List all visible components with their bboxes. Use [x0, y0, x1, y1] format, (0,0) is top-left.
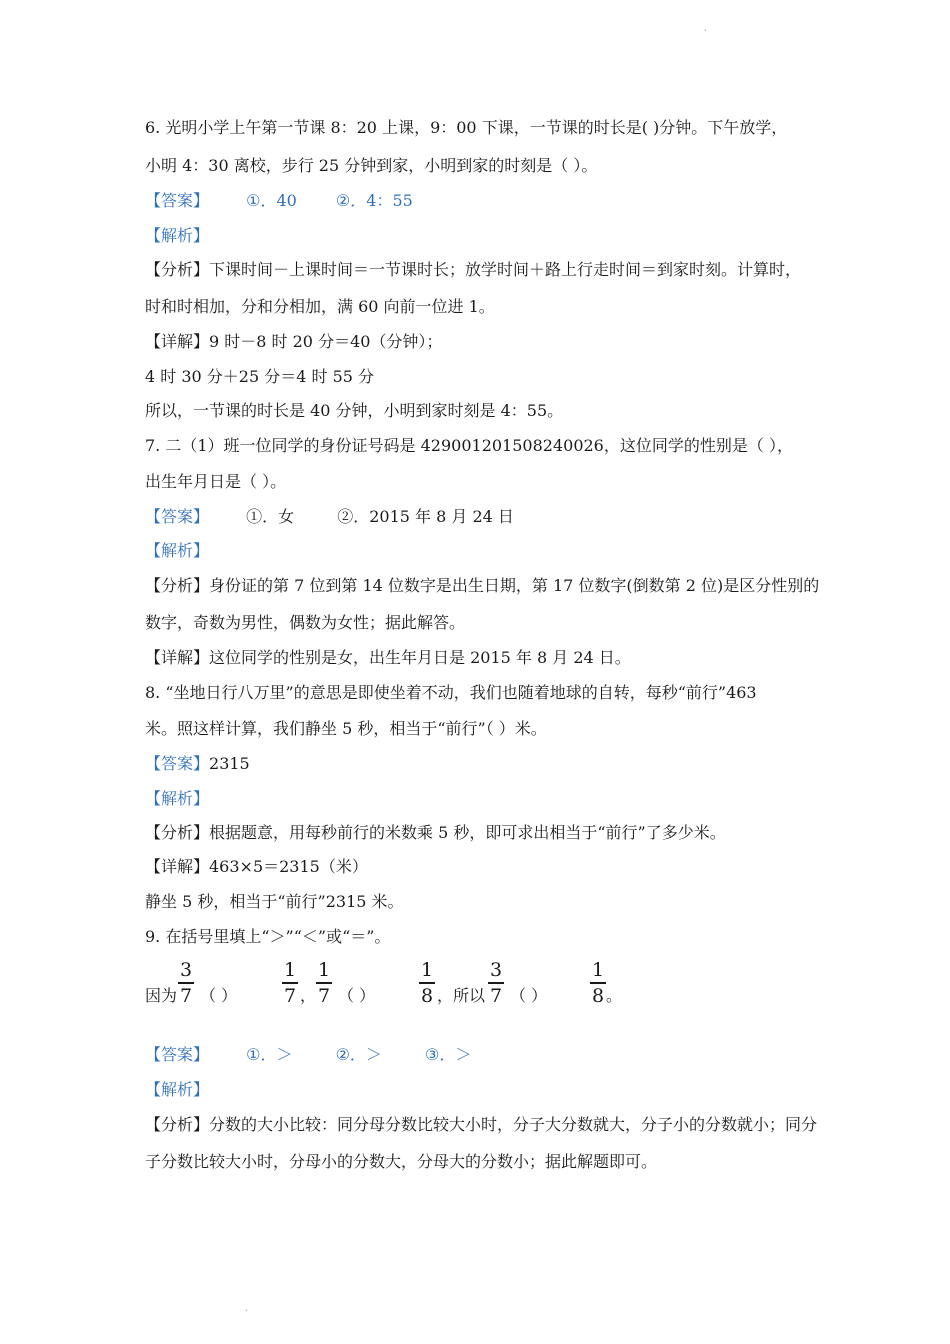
fraction-1-numerator: 3 [179, 959, 193, 981]
q9-jiexi-tag: 【解析】 [145, 1080, 210, 1099]
q9-blank-2: （ ） [338, 986, 376, 1005]
fraction-2 [281, 959, 299, 1007]
fraction-6 [589, 959, 607, 1007]
fraction-3-denominator: 7 [317, 984, 331, 1007]
q7-jiexi-tag: 【解析】 [145, 541, 210, 560]
fraction-4-denominator: 8 [420, 984, 434, 1007]
q9-period: 。 [606, 986, 623, 1005]
fraction-5-numerator: 3 [489, 959, 503, 981]
q6-xiangjie-line3: 所以，一节课的时长是 40 分钟，小明到家时刻是 4：55。 [145, 401, 564, 420]
answer-tag: 【答案】 [145, 191, 210, 210]
q8-answer [145, 754, 250, 774]
page-corner-mark: ˎ [704, 22, 707, 31]
answer-tag: 【答案】 [145, 507, 210, 526]
q9-fenxi-line2: 子分数比较大小时，分母小的分数大，分母大的分数小；据此解题即可。 [145, 1152, 658, 1171]
fraction-6-numerator: 1 [591, 959, 605, 981]
q7-answer-1: ①．女 [246, 507, 295, 526]
q9-comma: ， [300, 986, 317, 1005]
q6-fenxi-line2: 时和时相加，分和分相加，满 60 向前一位进 1。 [145, 297, 495, 316]
fraction-5-bar [488, 982, 504, 984]
q6-xiangjie-line2: 4 时 30 分＋25 分＝4 时 55 分 [145, 367, 375, 386]
q6-stem-line1: 6. 光明小学上午第一节课 8：20 上课，9：00 下课，一节课的时长是( )分钟。下午放学， [145, 118, 788, 137]
fraction-6-denominator: 8 [591, 984, 605, 1007]
q7-xiangjie-line1: 【详解】这位同学的性别是女，出生年月日是 2015 年 8 月 24 日。 [145, 648, 631, 667]
q7-fenxi-line1: 【分析】身份证的第 7 位到第 14 位数字是出生日期，第 17 位数字(倒数第 2 位)是区分性别的 [145, 576, 820, 595]
q6-xiangjie-line1: 【详解】9 时－8 时 20 分＝40（分钟）； [145, 332, 443, 351]
q8-fenxi-line1: 【分析】根据题意，用每秒前行的米数乘 5 秒，即可求出相当于“前行”了多少米。 [145, 823, 726, 842]
q9-suoyi: ，所以 [437, 986, 486, 1005]
fraction-3 [315, 959, 333, 1007]
q8-xiangjie-line1: 【详解】463×5＝2315（米） [145, 857, 368, 876]
q7-stem-line2: 出生年月日是（ ）。 [145, 472, 287, 491]
q9-stem-line1: 9. 在括号里填上“＞”“＜”或“＝”。 [145, 927, 391, 946]
fraction-2-denominator: 7 [283, 984, 297, 1007]
fraction-1-denominator: 7 [179, 984, 193, 1007]
fraction-2-numerator: 1 [283, 959, 297, 981]
fraction-3-bar [316, 982, 332, 984]
q8-stem-line2: 米。照这样计算，我们静坐 5 秒，相当于“前行”（ ）米。 [145, 719, 547, 738]
q8-jiexi-tag: 【解析】 [145, 789, 210, 808]
q9-blank-3: （ ） [510, 986, 548, 1005]
answer-tag: 【答案】 [145, 754, 210, 773]
q7-answer-2: ②．2015 年 8 月 24 日 [337, 507, 514, 526]
fraction-2-bar [282, 982, 298, 984]
fraction-5-denominator: 7 [489, 984, 503, 1007]
q9-answer-1: ①．＞ [246, 1045, 293, 1064]
q7-answer [145, 507, 514, 527]
fraction-4-numerator: 1 [420, 959, 434, 981]
q6-fenxi-line1: 【分析】下课时间－上课时间＝一节课时长；放学时间＋路上行走时间＝到家时刻。计算时， [145, 260, 802, 279]
q6-answer-2: ②．4：55 [335, 191, 413, 210]
q9-blank-1: （ ） [200, 986, 238, 1005]
fraction-6-bar [590, 982, 606, 984]
q6-answer-1: ①．40 [246, 191, 297, 210]
q9-answer-3: ③．＞ [425, 1045, 472, 1064]
q7-fenxi-line2: 数字，奇数为男性，偶数为女性；据此解答。 [145, 613, 466, 632]
q8-xiangjie-line2: 静坐 5 秒，相当于“前行”2315 米。 [145, 892, 404, 911]
q9-fenxi-line1: 【分析】分数的大小比较：同分母分数比较大小时，分子大分数就大，分子小的分数就小；同分 [145, 1115, 818, 1134]
q8-stem-line1: 8. “坐地日行八万里”的意思是即使坐着不动，我们也随着地球的自转，每秒“前行”463 [145, 683, 757, 702]
answer-tag: 【答案】 [145, 1045, 210, 1064]
fraction-1-bar [178, 982, 194, 984]
q9-answer [145, 1045, 471, 1065]
q9-yinwei: 因为 [145, 986, 178, 1005]
q8-answer-1: 2315 [209, 754, 250, 773]
q7-stem-line1: 7. 二（1）班一位同学的身份证号码是 429001201508240026，这位同学的性别是（ ）， [145, 436, 793, 455]
q6-jiexi-tag: 【解析】 [145, 226, 210, 245]
fraction-4 [418, 959, 436, 1007]
q6-stem-line2: 小明 4：30 离校，步行 25 分钟到家，小明到家的时刻是（ ）。 [145, 156, 598, 175]
fraction-1 [177, 959, 195, 1007]
fraction-5 [487, 959, 505, 1007]
q6-answer [145, 191, 413, 211]
q9-answer-2: ②．＞ [335, 1045, 382, 1064]
page-footer-mark: ˎ [245, 1302, 248, 1311]
fraction-4-bar [419, 982, 435, 984]
fraction-3-numerator: 1 [317, 959, 331, 981]
